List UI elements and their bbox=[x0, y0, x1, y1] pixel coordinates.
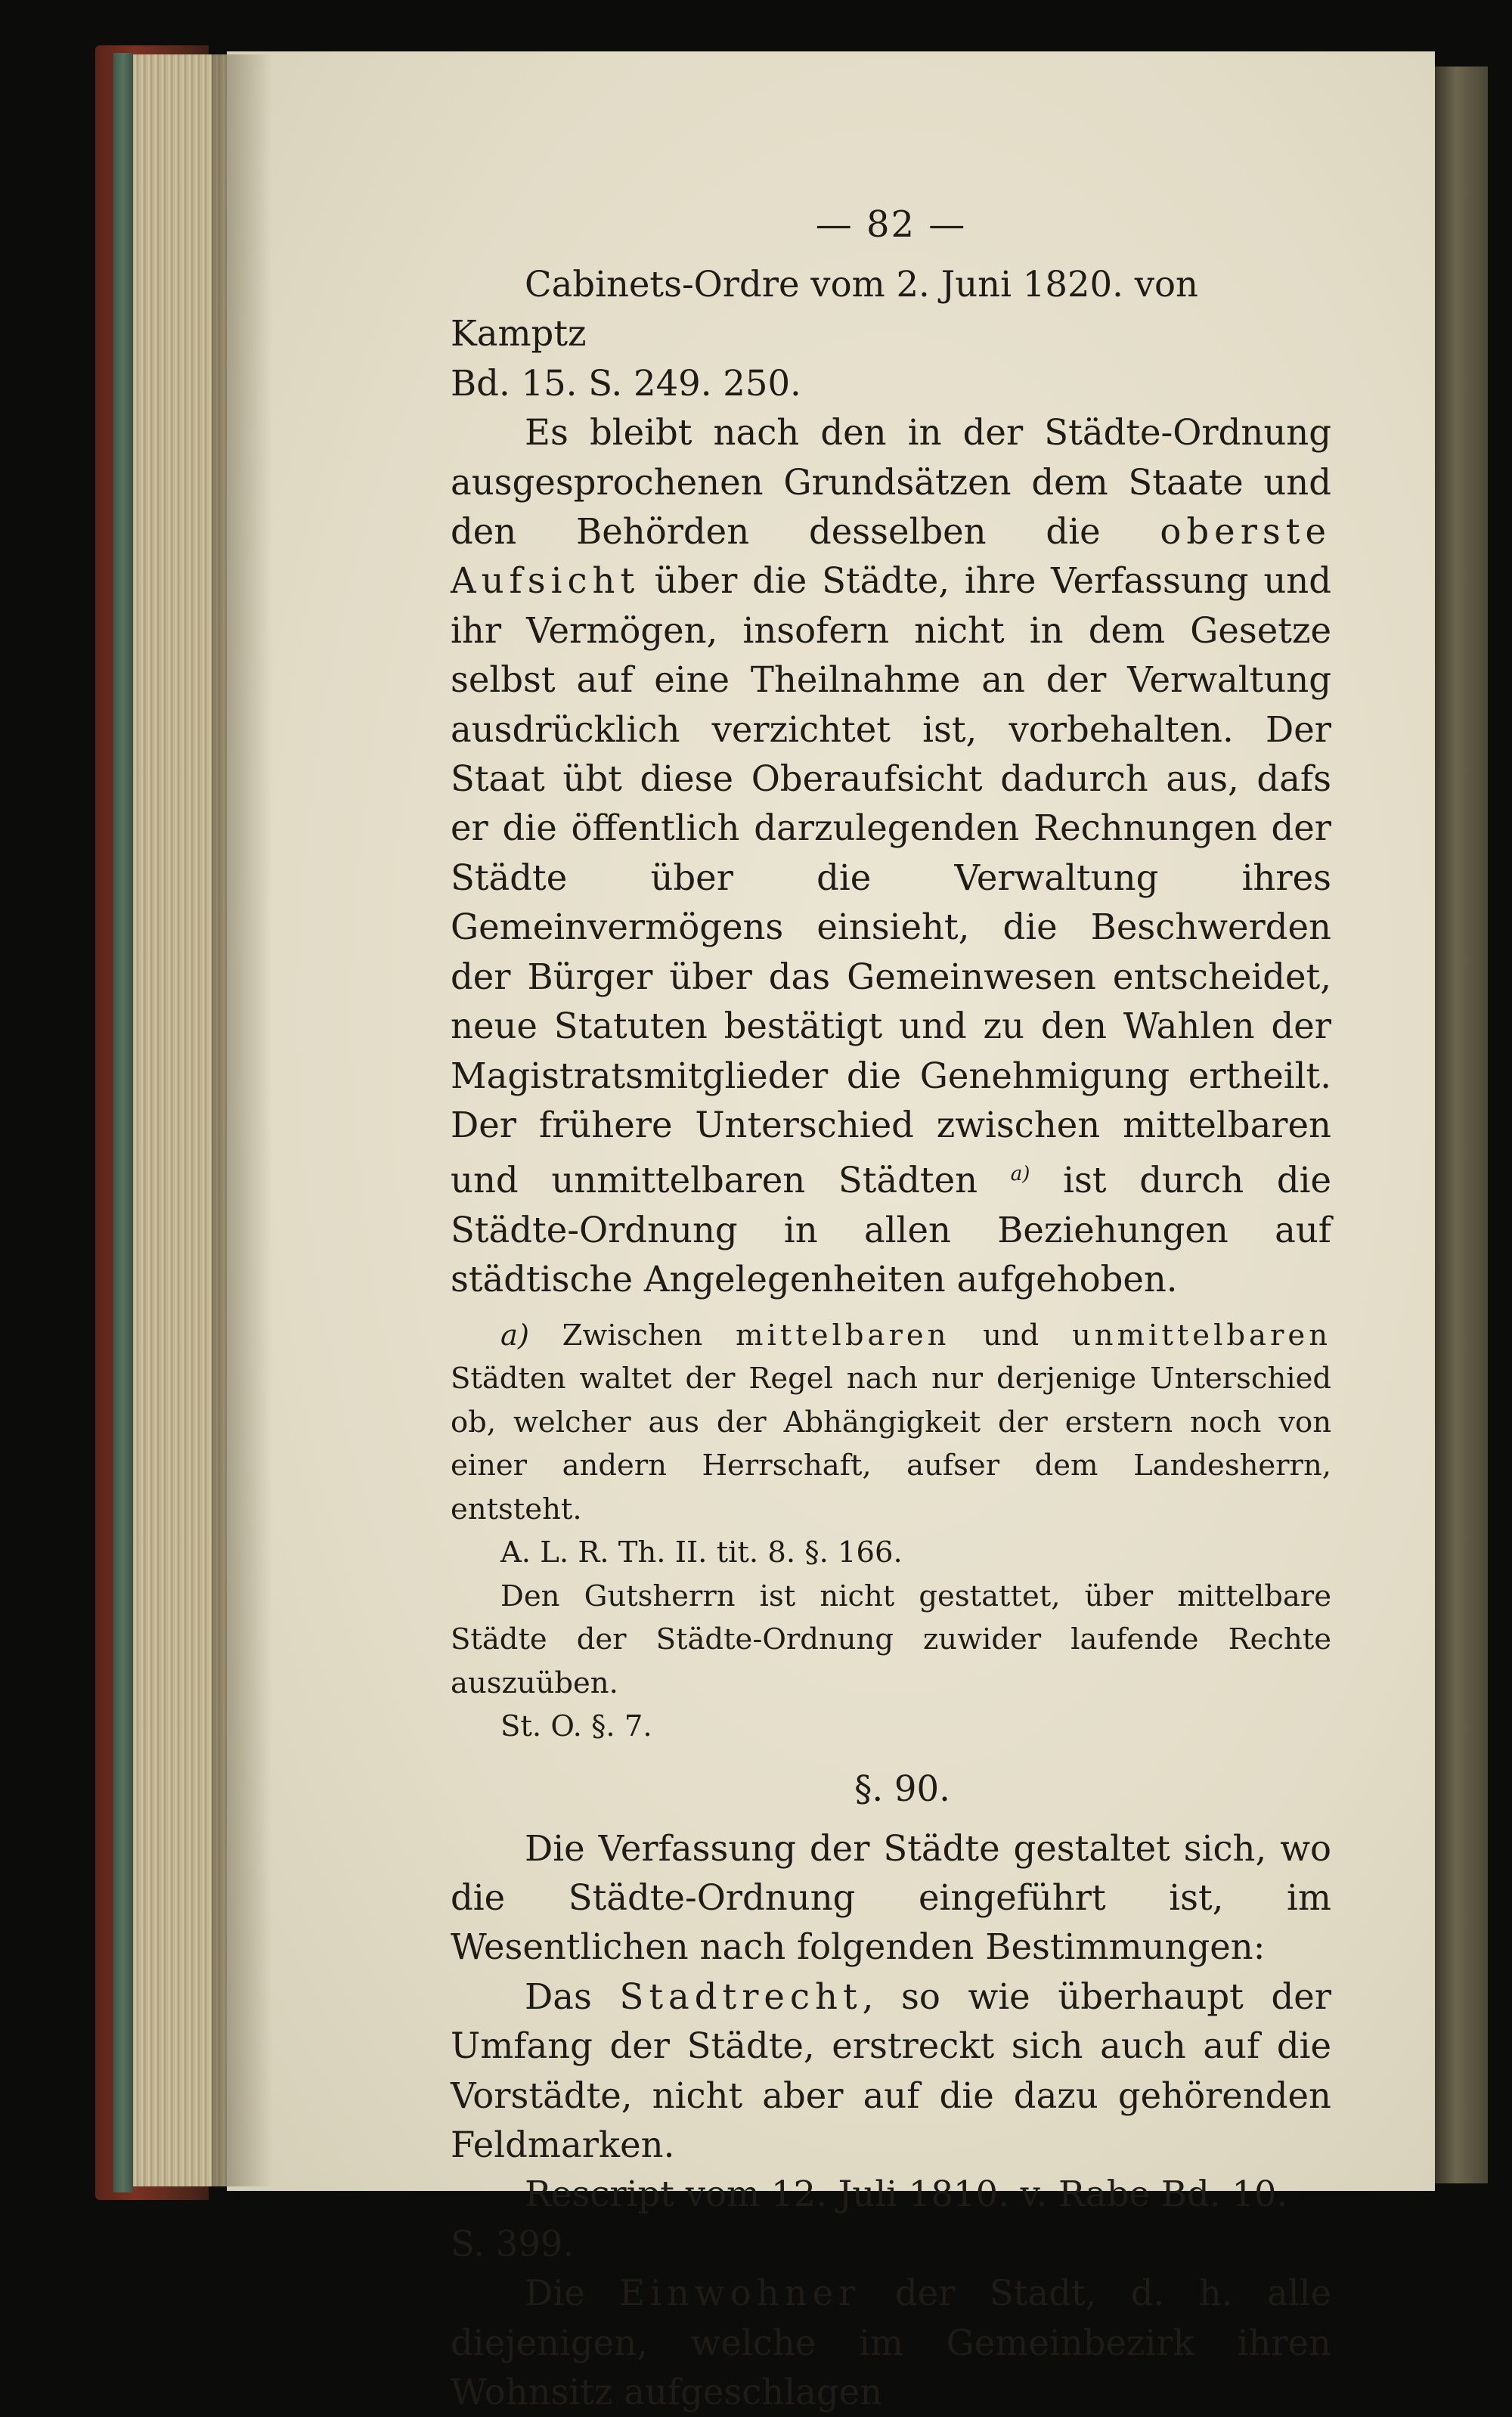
emphasis: Einwohner bbox=[619, 2273, 861, 2314]
footnote-ref: a) bbox=[1010, 1163, 1030, 1186]
footnote: Den Gutsherrn ist nicht gestattet, über mittelbare Städte der Städte-Ordnung zuwider laufende Rechte auszuüben. bbox=[451, 1579, 1331, 1700]
cover-edge bbox=[113, 53, 133, 2192]
emphasis: Stadtrecht bbox=[619, 1975, 863, 2017]
main-text bbox=[451, 1824, 1331, 2417]
paragraph: Die Einwohner der Stadt, d. h. alle diejenigen, welche im Gemeinbezirk ihren Wohnsitz aufgeschlagen bbox=[451, 2273, 1332, 2412]
main-text bbox=[451, 260, 1331, 1305]
emphasis: oberste Aufsicht bbox=[451, 511, 1331, 602]
footnote-marker: a) bbox=[500, 1318, 529, 1353]
paragraph: Die Verfassung der Städte gestaltet sich, wo die Städte-Ordnung eingeführt ist, im Wesentlichen nach folgenden Bestimmungen: bbox=[451, 1827, 1331, 1968]
paragraph: Das Stadtrecht, so wie überhaupt der Umfang der Städte, erstreckt sich auch auf die Vorstädte, nicht aber auf die dazu gehörenden Feldmarken. bbox=[451, 1975, 1331, 2165]
page-number: — 82 — bbox=[815, 203, 967, 246]
citation-line: Cabinets-Ordre vom 2. Juni 1820. von Kamptz bbox=[451, 264, 1198, 355]
gutter-shadow bbox=[212, 54, 272, 2186]
footnotes bbox=[451, 1314, 1331, 1749]
footnote: a) Zwischen mittelbaren und unmittelbaren Städten waltet der Regel nach nur derjenige Unterschied ob, welcher aus der Abhängigkeit der erstern noch von einer andern Herrschaft, aufser dem Landesherrn, entsteht. bbox=[451, 1318, 1331, 1526]
emphasis: mittelbaren bbox=[735, 1318, 950, 1353]
footnote-reference: St. O. §. 7. bbox=[500, 1709, 652, 1744]
page-content bbox=[451, 198, 1331, 2417]
footnote-reference: A. L. R. Th. II. tit. 8. §. 166. bbox=[500, 1535, 903, 1570]
citation-line: Bd. 15. S. 249. 250. bbox=[451, 362, 801, 404]
section-heading: §. 90. bbox=[854, 1768, 950, 1809]
citation-line: Rescript vom 12. Juli 1810. v. Rabe Bd. 10. S. 399. bbox=[451, 2174, 1288, 2264]
emphasis: unmittelbaren bbox=[1071, 1318, 1331, 1353]
next-page-edge bbox=[1435, 67, 1488, 2183]
paragraph: Es bleibt nach den in der Städte-Ordnung ausgesprochenen Grundsätzen dem Staate und den Behörden desselben die oberste Aufsicht über die Städte, ihre Verfassung und ihr Vermögen, insofern nicht in dem Gesetze selbst auf eine Theilnahme an der Verwaltung ausdrücklich verzichtet ist, vorbehalten. Der Staat übt diese Oberaufsicht dadurch aus, dafs er die öffentlich darzulegenden Rechnungen der Städte über die Verwaltung ihres Gemeinvermögens einsieht, die Beschwerden der Bürger über das Gemeinwesen entscheidet, neue Statuten bestätigt und zu den Wahlen der Magistratsmitglieder die Genehmigung ertheilt. Der frühere Unterschied zwischen mittelbaren und unmittelbaren Städten $^{a)}$ ist durch die Städte-Ordnung in allen Beziehungen auf städtische Angelegenheiten aufgehoben. bbox=[451, 412, 1332, 1300]
